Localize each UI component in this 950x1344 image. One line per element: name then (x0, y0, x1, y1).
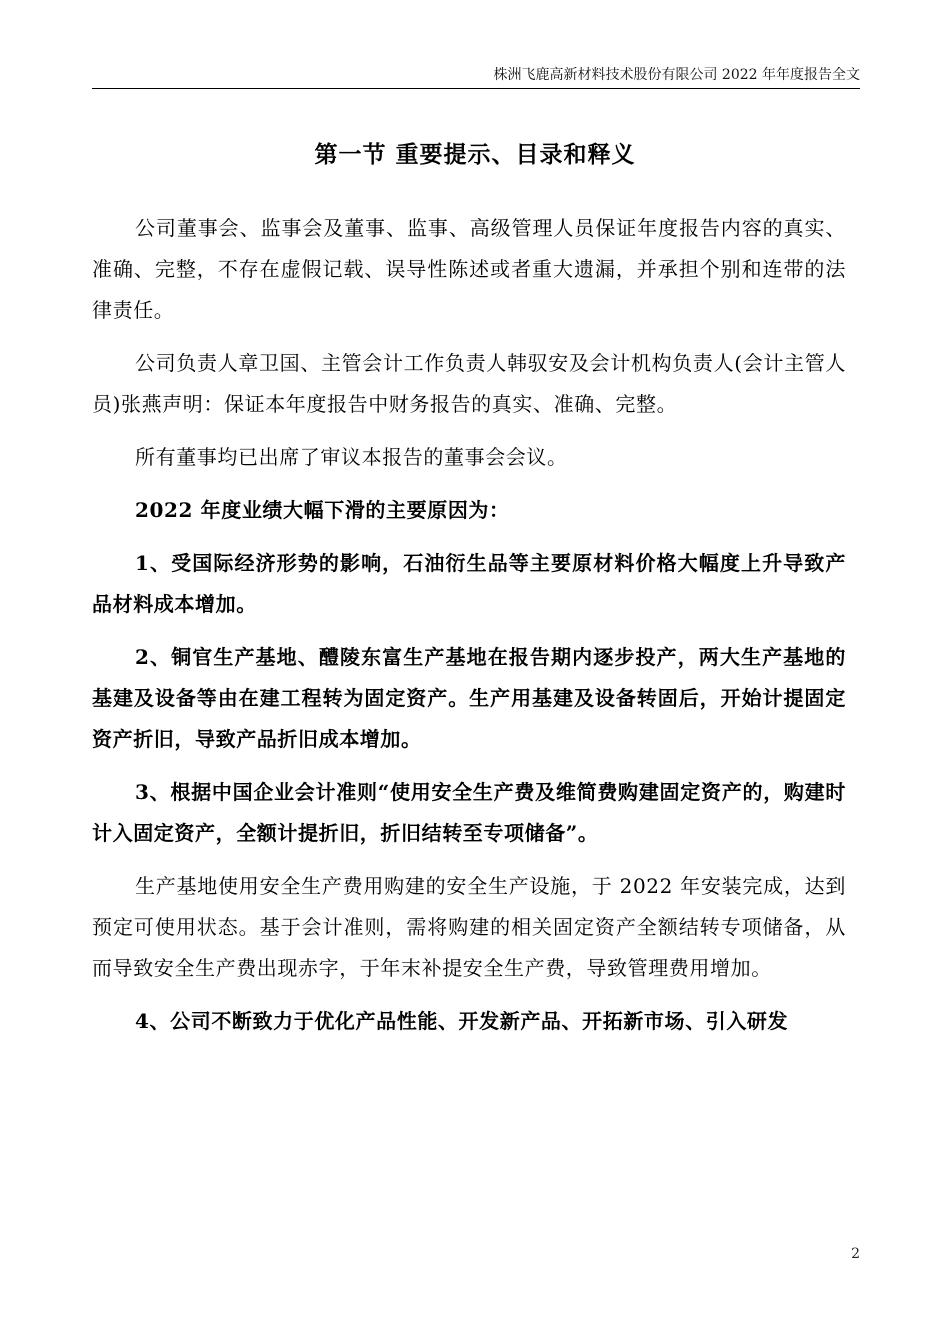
paragraph-board-guarantee: 公司董事会、监事会及董事、监事、高级管理人员保证年度报告内容的真实、准确、完整，不存在虚假记载、误导性陈述或者重大遗漏，并承担个别和连带的法律责任。 (92, 216, 846, 322)
section-title: 第一节 重要提示、目录和释义 (314, 141, 636, 168)
paragraph-directors-attendance: 所有董事均已出席了审议本报告的董事会会议。 (135, 445, 568, 469)
paragraph-reason-4: 4、公司不断致力于优化产品性能、开发新产品、开拓新市场、引入研发 (135, 1009, 789, 1033)
page-number: 2 (851, 1246, 860, 1262)
header-text: 株洲飞鹿高新材料技术股份有限公司 2022 年年度报告全文 (493, 67, 860, 83)
paragraph-decline-reasons-heading: 2022 年度业绩大幅下滑的主要原因为： (135, 498, 510, 522)
paragraph-reason-1: 1、受国际经济形势的影响，石油衍生品等主要原材料价格大幅度上升导致产品材料成本增加。 (92, 551, 846, 616)
body-text (92, 208, 846, 1054)
paragraph-reason-2: 2、铜官生产基地、醴陵东富生产基地在报告期内逐步投产，两大生产基地的基建及设备等由在建工程转为固定资产。生产用基建及设备转固后，开始计提固定资产折旧，导致产品折旧成本增加。 (92, 645, 846, 751)
paragraph-safety-fee: 生产基地使用安全生产费用购建的安全生产设施，于 2022 年安装完成，达到预定可使用状态。基于会计准则，需将购建的相关固定资产全额结转专项储备，从而导致安全生产费出现赤字，于年末补提安全生产费，导致管理费用增加。 (92, 874, 846, 980)
paragraph-reason-3: 3、根据中国企业会计准则“使用安全生产费及维简费购建固定资产的，购建时计入固定资产，全额计提折旧，折旧结转至专项储备”。 (92, 780, 846, 845)
page-header (92, 66, 860, 89)
paragraph-responsible-persons: 公司负责人章卫国、主管会计工作负责人韩驭安及会计机构负责人(会计主管人员)张燕声明：保证本年度报告中财务报告的真实、准确、完整。 (92, 351, 846, 416)
